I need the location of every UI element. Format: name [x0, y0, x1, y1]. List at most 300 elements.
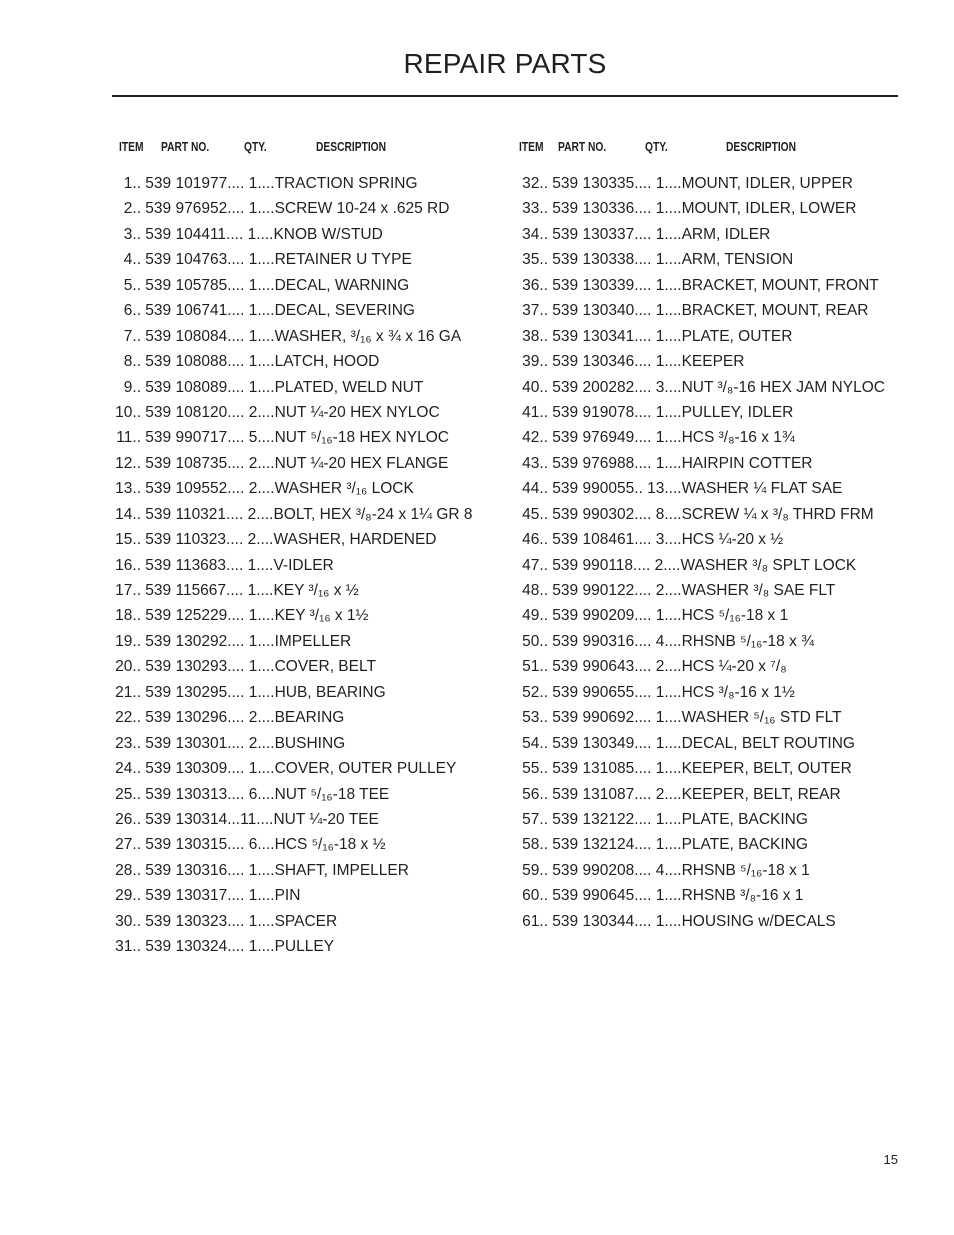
parts-list-left	[112, 171, 512, 960]
header-item: ITEM	[519, 140, 544, 154]
part-number: 539 990122....	[548, 582, 652, 599]
part-number: 539 130314...	[141, 810, 241, 828]
header-qty: QTY.	[645, 140, 668, 154]
part-number: 539 990316....	[548, 632, 652, 650]
part-description: KNOB W/STUD	[273, 225, 383, 243]
parts-row	[112, 934, 512, 959]
part-number: 539 200282....	[548, 378, 652, 396]
part-number: 539 105785....	[141, 276, 245, 294]
header-part-no: PART NO.	[161, 140, 210, 154]
item-number: 50..	[522, 632, 548, 650]
parts-row	[112, 298, 512, 323]
part-description: WASHER, ³/₁₆ x ¾ x 16 GA	[274, 327, 462, 345]
part-description: SCREW ¼ x ³/₈ THRD FRM	[681, 505, 874, 523]
part-number: 539 110321....	[141, 505, 244, 523]
header-item: ITEM	[119, 140, 144, 154]
part-description: HUB, BEARING	[274, 683, 386, 701]
parts-row	[518, 425, 918, 450]
part-description: HCS ¼-20 x ½	[681, 531, 784, 549]
part-description: PULLEY	[274, 938, 335, 956]
item-number: 58..	[522, 836, 548, 854]
parts-row	[112, 629, 512, 654]
item-number: 4..	[123, 251, 141, 269]
part-number: 539 130317....	[141, 887, 245, 905]
item-number: 10..	[115, 403, 141, 421]
part-number: 539 990645....	[548, 887, 652, 905]
part-description: HCS ¼-20 x ⁷/₈	[681, 658, 787, 676]
parts-row	[112, 273, 512, 298]
item-number: 13..	[115, 480, 141, 498]
part-description: PLATE, OUTER	[681, 327, 793, 345]
part-description: WASHER ³/₁₆ LOCK	[274, 480, 414, 498]
part-number: 539 919078....	[548, 403, 652, 421]
part-description: WASHER ⁵/₁₆ STD FLT	[681, 709, 842, 727]
column-header-left	[112, 140, 512, 158]
part-number: 539 976988....	[548, 454, 652, 472]
part-description: PLATED, WELD NUT	[274, 378, 424, 396]
part-description: KEEPER, BELT, REAR	[681, 785, 841, 803]
item-number: 15..	[115, 531, 141, 549]
quantity: 1....	[651, 760, 682, 778]
part-description: DECAL, SEVERING	[274, 302, 415, 320]
quantity: 3....	[651, 378, 682, 396]
parts-row	[112, 247, 512, 272]
parts-row	[518, 451, 918, 476]
part-description: KEY ³/₁₆ x ½	[273, 582, 359, 599]
item-number: 48..	[522, 582, 548, 599]
part-description: BRACKET, MOUNT, REAR	[681, 302, 869, 320]
parts-row	[112, 654, 512, 679]
part-description: SCREW 10-24 x .625 RD	[274, 200, 450, 218]
part-description: MOUNT, IDLER, LOWER	[681, 200, 857, 218]
part-number: 539 131085....	[548, 760, 652, 778]
parts-row	[112, 883, 512, 908]
item-number: 31..	[115, 938, 141, 956]
parts-row	[518, 629, 918, 654]
part-number: 539 109552....	[141, 480, 245, 498]
parts-row	[112, 807, 512, 832]
part-number: 539 130344....	[548, 912, 652, 930]
item-number: 17..	[115, 582, 141, 599]
part-number: 539 125229....	[141, 607, 245, 625]
item-number: 22..	[115, 709, 141, 727]
part-description: HCS ³/₈-16 x 1½	[681, 683, 795, 701]
part-description: TRACTION SPRING	[274, 175, 418, 192]
part-description: NUT ¼-20 TEE	[273, 810, 379, 828]
part-number: 539 108120....	[141, 403, 245, 421]
quantity: 1....	[244, 887, 275, 905]
part-number: 539 976949....	[548, 429, 652, 447]
part-description: RETAINER U TYPE	[274, 251, 412, 269]
part-number: 539 131087....	[548, 785, 652, 803]
parts-row	[112, 578, 512, 603]
part-number: 539 990209....	[548, 607, 652, 625]
parts-row	[518, 832, 918, 857]
quantity: 1....	[244, 760, 275, 778]
page-number: 15	[883, 1152, 898, 1167]
item-number: 23..	[115, 734, 141, 752]
parts-row	[112, 222, 512, 247]
part-number: 539 990655....	[548, 683, 652, 701]
quantity: 2....	[651, 785, 682, 803]
parts-row	[112, 527, 512, 552]
item-number: 44..	[522, 480, 548, 498]
part-number: 539 130337....	[548, 225, 652, 243]
parts-row	[518, 731, 918, 756]
parts-row	[518, 603, 918, 628]
parts-row	[518, 909, 918, 934]
item-number: 8..	[123, 353, 141, 371]
header-part-no: PART NO.	[558, 140, 607, 154]
parts-row	[112, 196, 512, 221]
quantity: 1....	[651, 403, 682, 421]
quantity: 1....	[244, 938, 275, 956]
parts-row	[518, 578, 918, 603]
quantity: 2....	[244, 454, 275, 472]
part-number: 539 130336....	[548, 200, 652, 218]
item-number: 56..	[522, 785, 548, 803]
part-number: 539 130349....	[548, 734, 652, 752]
part-number: 539 990208....	[548, 861, 652, 879]
item-number: 57..	[522, 810, 548, 828]
quantity: 1....	[651, 251, 682, 269]
part-number: 539 130313....	[141, 785, 245, 803]
parts-row	[112, 680, 512, 705]
header-qty: QTY.	[244, 140, 267, 154]
parts-row	[112, 349, 512, 374]
quantity: 5....	[244, 429, 275, 447]
part-number: 539 130316....	[141, 861, 245, 879]
parts-row	[518, 476, 918, 501]
part-number: 539 990118....	[548, 556, 651, 574]
parts-row	[518, 654, 918, 679]
item-number: 37..	[522, 302, 548, 320]
quantity: 2....	[651, 658, 682, 676]
part-number: 539 113683....	[141, 556, 244, 574]
item-number: 29..	[115, 887, 141, 905]
item-number: 35..	[522, 251, 548, 269]
parts-row	[112, 400, 512, 425]
header-description: DESCRIPTION	[316, 140, 387, 154]
part-number: 539 110323....	[141, 531, 244, 549]
part-number: 539 108089....	[141, 378, 245, 396]
parts-row	[518, 171, 918, 196]
quantity: 1....	[651, 353, 682, 371]
parts-row	[112, 553, 512, 578]
quantity: 1....	[244, 658, 275, 676]
item-number: 28..	[115, 861, 141, 879]
part-description: WASHER ³/₈ SPLT LOCK	[680, 556, 857, 574]
parts-row	[518, 883, 918, 908]
parts-row	[518, 222, 918, 247]
parts-row	[112, 375, 512, 400]
quantity: 1....	[651, 276, 682, 294]
part-description: WASHER ¼ FLAT SAE	[681, 480, 843, 498]
item-number: 46..	[522, 531, 548, 549]
part-description: IMPELLER	[274, 632, 352, 650]
item-number: 3..	[123, 225, 141, 243]
parts-row	[518, 375, 918, 400]
item-number: 20..	[115, 658, 141, 676]
parts-row	[112, 731, 512, 756]
item-number: 43..	[522, 454, 548, 472]
parts-row	[112, 858, 512, 883]
quantity: 1....	[651, 607, 682, 625]
quantity: 4....	[651, 861, 682, 879]
quantity: 1....	[244, 683, 275, 701]
item-number: 61..	[522, 912, 548, 930]
part-description: V-IDLER	[273, 556, 334, 574]
quantity: 1....	[244, 327, 275, 345]
quantity: 1....	[244, 302, 275, 320]
part-number: 539 130315....	[141, 836, 245, 854]
part-description: BRACKET, MOUNT, FRONT	[681, 276, 879, 294]
item-number: 55..	[522, 760, 548, 778]
parts-row	[112, 909, 512, 934]
part-number: 539 990643....	[548, 658, 652, 676]
quantity: 1....	[244, 861, 275, 879]
item-number: 30..	[115, 912, 141, 930]
part-number: 539 108461....	[548, 531, 652, 549]
parts-row	[112, 705, 512, 730]
quantity: 1....	[651, 302, 682, 320]
parts-row	[518, 756, 918, 781]
part-number: 539 990692....	[548, 709, 652, 727]
item-number: 18..	[115, 607, 141, 625]
part-description: SHAFT, IMPELLER	[274, 861, 409, 879]
quantity: 1....	[651, 175, 682, 192]
item-number: 21..	[115, 683, 141, 701]
quantity: 1....	[243, 225, 274, 243]
quantity: 1....	[651, 225, 682, 243]
part-description: PIN	[274, 887, 301, 905]
quantity: 1....	[651, 912, 682, 930]
part-number: 539 108088....	[141, 353, 245, 371]
part-description: PLATE, BACKING	[681, 836, 808, 854]
quantity: 8....	[651, 505, 682, 523]
part-number: 539 130296....	[141, 709, 245, 727]
quantity: 13....	[642, 480, 682, 498]
item-number: 26..	[115, 810, 141, 828]
quantity: 6....	[244, 836, 275, 854]
item-number: 39..	[522, 353, 548, 371]
part-number: 539 130339....	[548, 276, 652, 294]
quantity: 1....	[244, 607, 275, 625]
quantity: 1....	[651, 200, 682, 218]
quantity: 1....	[244, 175, 275, 192]
part-description: ARM, IDLER	[681, 225, 771, 243]
parts-row	[112, 502, 512, 527]
part-number: 539 130340....	[548, 302, 652, 320]
item-number: 6..	[123, 302, 141, 320]
item-number: 27..	[115, 836, 141, 854]
part-description: KEY ³/₁₆ x 1½	[274, 607, 369, 625]
part-description: NUT ¼-20 HEX FLANGE	[274, 454, 449, 472]
item-number: 25..	[115, 785, 141, 803]
item-number: 59..	[522, 861, 548, 879]
part-description: RHSNB ³/₈-16 x 1	[681, 887, 804, 905]
parts-row	[518, 400, 918, 425]
parts-list-right	[518, 171, 918, 934]
parts-row	[112, 476, 512, 501]
part-number: 539 130346....	[548, 353, 652, 371]
quantity: 2....	[244, 734, 275, 752]
item-number: 52..	[522, 683, 548, 701]
item-number: 54..	[522, 734, 548, 752]
part-description: WASHER, HARDENED	[273, 531, 437, 549]
part-number: 539 106741....	[141, 302, 245, 320]
part-number: 539 104763....	[141, 251, 245, 269]
part-number: 539 108735....	[141, 454, 245, 472]
part-description: HOUSING w/DECALS	[681, 912, 836, 930]
page-title: REPAIR PARTS	[403, 48, 607, 79]
quantity: 1....	[651, 810, 682, 828]
item-number: 12..	[115, 454, 141, 472]
title-divider	[112, 95, 898, 97]
part-number: 539 130338....	[548, 251, 652, 269]
part-number: 539 130292....	[141, 632, 245, 650]
part-number: 539 130324....	[141, 938, 245, 956]
part-number: 539 108084....	[141, 327, 245, 345]
quantity: 2....	[244, 709, 275, 727]
part-description: NUT ⁵/₁₆-18 TEE	[274, 785, 390, 803]
parts-row	[518, 298, 918, 323]
part-description: COVER, OUTER PULLEY	[274, 760, 457, 778]
parts-row	[112, 756, 512, 781]
part-number: 539 130341....	[548, 327, 652, 345]
part-number: 539 976952....	[141, 200, 245, 218]
part-description: DECAL, BELT ROUTING	[681, 734, 855, 752]
part-description: KEEPER, BELT, OUTER	[681, 760, 852, 778]
part-number: 539 130335....	[548, 175, 652, 192]
quantity: 1....	[651, 836, 682, 854]
parts-row	[518, 247, 918, 272]
part-number: 539 130301....	[141, 734, 245, 752]
part-description: PLATE, BACKING	[681, 810, 808, 828]
part-number: 539 130293....	[141, 658, 245, 676]
quantity: 1....	[651, 709, 682, 727]
item-number: 53..	[522, 709, 548, 727]
part-number: 539 104411....	[141, 225, 244, 243]
column-header-right	[518, 140, 918, 158]
item-number: 9..	[123, 378, 141, 396]
quantity: 6....	[244, 785, 275, 803]
part-number: 539 130309....	[141, 760, 245, 778]
part-description: HCS ⁵/₁₆-18 x 1	[681, 607, 789, 625]
part-description: WASHER ³/₈ SAE FLT	[681, 582, 836, 599]
part-description: LATCH, HOOD	[274, 353, 380, 371]
part-description: HCS ⁵/₁₆-18 x ½	[274, 836, 386, 854]
part-description: SPACER	[274, 912, 338, 930]
parts-row	[112, 451, 512, 476]
item-number: 51..	[522, 658, 548, 676]
parts-row	[112, 171, 512, 196]
parts-row	[518, 527, 918, 552]
item-number: 36..	[522, 276, 548, 294]
quantity: 1....	[244, 632, 275, 650]
parts-column-left	[112, 140, 512, 960]
item-number: 7..	[123, 327, 141, 345]
parts-row	[112, 832, 512, 857]
part-number: 539 132124....	[548, 836, 652, 854]
part-number: 539 990055..	[548, 480, 643, 498]
item-number: 16..	[115, 556, 141, 574]
quantity: 1....	[651, 454, 682, 472]
parts-row	[518, 858, 918, 883]
quantity: 1....	[651, 327, 682, 345]
parts-row	[112, 782, 512, 807]
item-number: 19..	[115, 632, 141, 650]
part-description: DECAL, WARNING	[274, 276, 410, 294]
parts-row	[112, 425, 512, 450]
part-number: 539 990717....	[141, 429, 245, 447]
item-number: 11..	[116, 429, 141, 447]
item-number: 5..	[123, 276, 141, 294]
part-number: 539 990302....	[548, 505, 652, 523]
parts-row	[518, 807, 918, 832]
part-number: 539 130295....	[141, 683, 245, 701]
item-number: 2..	[123, 200, 141, 218]
parts-row	[518, 553, 918, 578]
item-number: 60..	[522, 887, 548, 905]
quantity: 1....	[651, 683, 682, 701]
item-number: 34..	[522, 225, 548, 243]
item-number: 32..	[522, 175, 548, 192]
parts-column-right	[518, 140, 918, 934]
item-number: 33..	[522, 200, 548, 218]
header-description: DESCRIPTION	[726, 140, 797, 154]
quantity: 1....	[244, 200, 275, 218]
quantity: 2....	[243, 531, 274, 549]
part-description: KEEPER	[681, 353, 745, 371]
quantity: 2....	[244, 480, 275, 498]
quantity: 2....	[650, 556, 681, 574]
quantity: 1....	[244, 378, 275, 396]
parts-row	[112, 603, 512, 628]
item-number: 1..	[123, 175, 141, 192]
parts-row	[518, 782, 918, 807]
item-number: 49..	[522, 607, 548, 625]
item-number: 40..	[522, 378, 548, 396]
part-number: 539 115667....	[141, 582, 244, 599]
quantity: 11....	[240, 810, 274, 828]
part-number: 539 101977....	[141, 175, 245, 192]
parts-row	[518, 324, 918, 349]
part-description: RHSNB ⁵/₁₆-18 x 1	[681, 861, 810, 879]
parts-row	[518, 196, 918, 221]
part-description: ARM, TENSION	[681, 251, 794, 269]
quantity: 1....	[651, 887, 682, 905]
quantity: 4....	[651, 632, 682, 650]
quantity: 3....	[651, 531, 682, 549]
part-description: NUT ³/₈-16 HEX JAM NYLOC	[681, 378, 885, 396]
part-number: 539 132122....	[548, 810, 652, 828]
part-description: HCS ³/₈-16 x 1¾	[681, 429, 795, 447]
parts-row	[518, 705, 918, 730]
quantity: 1....	[243, 582, 274, 599]
parts-row	[112, 324, 512, 349]
quantity: 1....	[244, 912, 275, 930]
part-description: PULLEY, IDLER	[681, 403, 794, 421]
item-number: 41..	[522, 403, 548, 421]
parts-row	[518, 273, 918, 298]
quantity: 2....	[243, 505, 274, 523]
part-description: RHSNB ⁵/₁₆-18 x ¾	[681, 632, 815, 650]
part-description: HAIRPIN COTTER	[681, 454, 813, 472]
part-description: BOLT, HEX ³/₈-24 x 1¼ GR 8	[273, 505, 473, 523]
item-number: 14..	[115, 505, 141, 523]
item-number: 24..	[115, 760, 141, 778]
